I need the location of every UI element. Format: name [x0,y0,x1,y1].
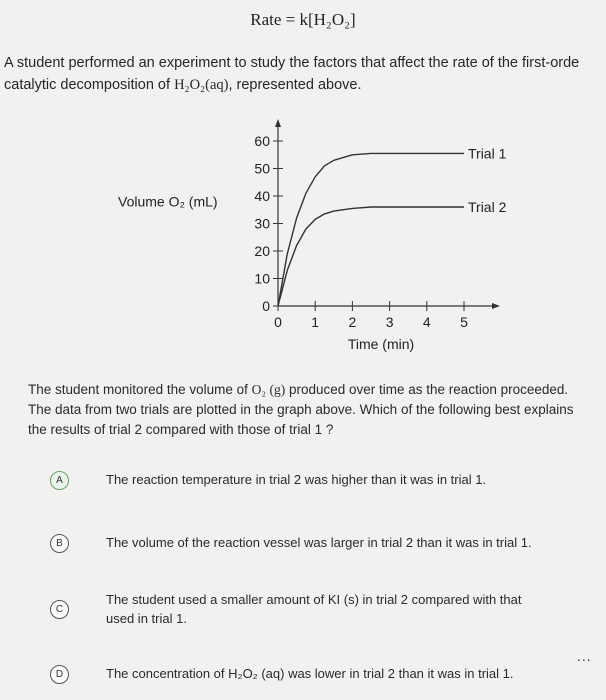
choice-c-text [106,590,521,628]
series-line-2 [278,207,464,306]
y-tick-label: 60 [254,133,270,149]
rate-law: Rate = k[H₂O₂] [250,10,356,29]
intro-line-1: A student performed an experiment to study the factors that affect the rate of the first-orde [4,55,580,71]
y-axis-label: Volume O₂ (mL) [118,193,218,210]
y-axis-arrow [275,119,281,127]
question-line-1-start: The student monitored the volume of [28,382,252,397]
question-line-3: the results of trial 2 compared with those of trial 1 ? [28,422,334,437]
choice-b-badge[interactable]: B [50,534,69,553]
question-formula: O₂ (g) [251,382,286,397]
x-tick-label: 5 [460,314,468,330]
y-tick-label: 40 [254,188,270,204]
series-label-2: Trial 2 [468,199,507,215]
x-tick-label: 3 [385,314,394,330]
question-stem [28,380,603,440]
x-axis-arrow [492,303,500,309]
question-line-1-end: produced over time as the reaction proceeded. [285,382,569,397]
series-label-1: Trial 1 [468,145,507,162]
x-tick-label: 2 [348,314,357,330]
x-axis-label: Time (min) [347,336,415,352]
choice-c-line-1: The student used a smaller amount of KI (s) in trial 2 compared with that [106,592,522,607]
choice-b-text: The volume of the reaction vessel was larger in trial 2 than it was in trial 1. [106,535,532,550]
choice-a-text: The reaction temperature in trial 2 was higher than it was in trial 1. [106,472,487,487]
intro-line-2-start: catalytic decomposition of [4,77,175,93]
volume-time-graph [100,110,520,360]
choice-d-badge[interactable]: D [50,665,69,684]
more-options-icon[interactable]: ... [577,648,592,664]
y-tick-label: 20 [254,243,270,259]
question-line-1 [28,380,603,400]
choice-c-line-2: used in trial 1. [106,611,187,626]
choice-d-text: The concentration of H₂O₂ (aq) was lower in trial 2 than it was in trial 1. [106,666,514,681]
intro-formula: H₂O₂(aq) [174,77,229,93]
intro-line-2 [4,74,604,96]
x-tick-label: 0 [274,314,282,330]
x-tick-label: 4 [422,314,431,330]
y-tick-label: 30 [254,215,270,232]
y-tick-label: 10 [254,270,270,287]
choice-a-badge[interactable]: A [50,471,69,490]
intro-line-2-end: , represented above. [228,77,362,93]
question-line-2: The data from two trials are plotted in the graph above. Which of the following best explains [28,402,574,417]
x-tick-label: 1 [311,314,320,330]
y-tick-label: 0 [262,298,270,314]
choice-c-badge[interactable]: C [50,600,69,619]
intro-text [4,52,604,96]
y-tick-label: 50 [254,160,270,177]
